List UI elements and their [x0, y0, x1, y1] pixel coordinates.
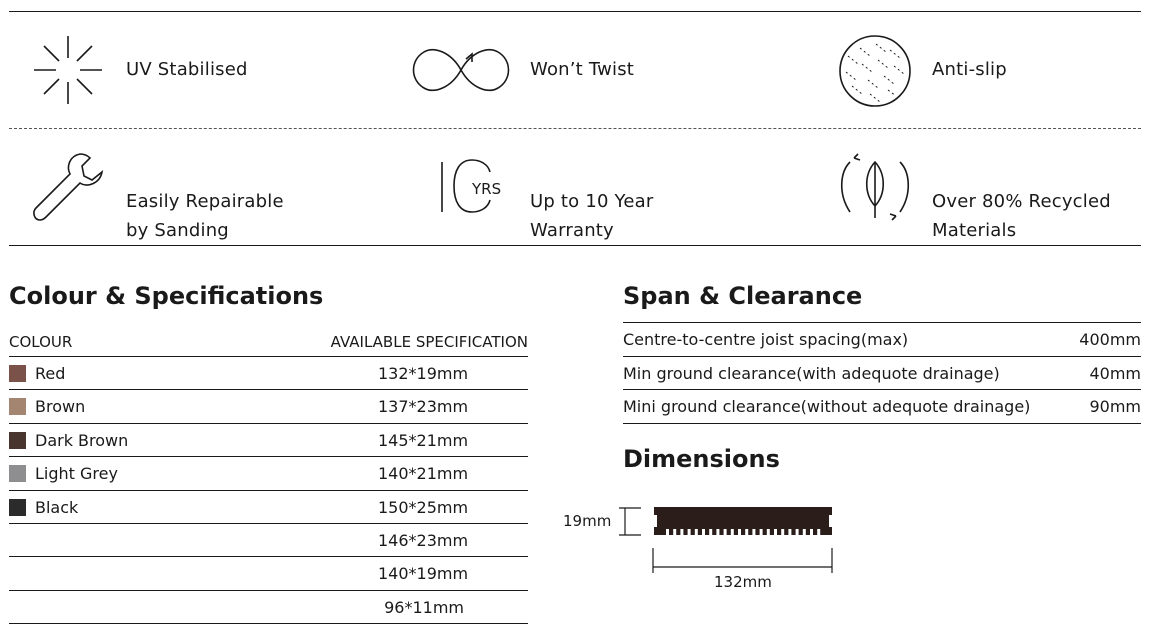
colour-name: Red — [35, 364, 66, 383]
colour-name: Brown — [35, 397, 86, 417]
colour-name: Black — [35, 497, 79, 517]
feature-antislip-label: Anti-slip — [932, 59, 1007, 80]
feature-uv-label: UV Stabilised — [126, 59, 248, 80]
table-header — [9, 324, 528, 357]
features-bottom-divider — [9, 245, 1141, 246]
table-row — [623, 390, 1141, 424]
height-dimension-label: 19mm — [563, 512, 612, 530]
specification-value: 145*21mm — [378, 430, 469, 450]
column-header-colour: COLOUR — [9, 333, 73, 351]
ten-years-icon — [436, 158, 514, 216]
table-row — [9, 390, 528, 423]
span-label: Mini ground clearance(without adequote drainage) — [623, 397, 1031, 416]
table-row — [9, 591, 528, 624]
height-dimension-bracket — [617, 507, 643, 537]
specification-value: 140*21mm — [378, 464, 469, 484]
span-label: Centre-to-centre joist spacing(max) — [623, 330, 909, 349]
dimensions-title: Dimensions — [623, 445, 780, 473]
middle-dotted-divider — [9, 128, 1141, 129]
feature-repair-label: Easily Repairable by Sanding — [126, 191, 284, 241]
colour-swatch — [9, 365, 26, 382]
textured-circle-icon — [838, 34, 912, 108]
table-row — [9, 491, 528, 524]
column-header-spec: AVAILABLE SPECIFICATION — [330, 333, 528, 351]
infinity-icon — [408, 44, 514, 96]
specification-value: 150*25mm — [378, 497, 469, 517]
svg-text:YRS: YRS — [472, 180, 502, 198]
specification-value: 140*19mm — [378, 564, 469, 584]
width-dimension-line — [652, 548, 834, 574]
table-row — [623, 357, 1141, 391]
table-row — [9, 457, 528, 490]
wrench-icon — [30, 150, 106, 224]
specification-value: 137*23mm — [378, 397, 469, 417]
sun-icon — [32, 34, 104, 106]
colour-name: Dark Brown — [35, 430, 129, 450]
specification-value: 96*11mm — [384, 597, 464, 617]
board-profile — [652, 507, 834, 535]
specification-value: 132*19mm — [378, 364, 469, 383]
feature-twist-label: Won’t Twist — [530, 59, 635, 80]
feature-recycled-label: Over 80% Recycled Materials — [932, 191, 1111, 241]
colour-swatch — [9, 432, 26, 449]
colour-swatch — [9, 398, 26, 415]
colour-swatch — [9, 465, 26, 482]
feature-warranty-label: Up to 10 Year Warranty — [530, 191, 654, 241]
colour-name: Light Grey — [35, 464, 118, 484]
recycled-leaf-icon — [836, 152, 914, 222]
table-row — [623, 323, 1141, 357]
top-divider — [9, 11, 1141, 12]
span-value: 400mm — [1079, 330, 1141, 349]
span-clearance-table — [623, 322, 1141, 424]
table-row — [9, 524, 528, 557]
colour-spec-table — [9, 324, 528, 624]
specification-value: 146*23mm — [378, 530, 469, 550]
span-section-title: Span & Clearance — [623, 282, 863, 310]
span-label: Min ground clearance(with adequote drainage) — [623, 363, 1000, 383]
colour-swatch — [9, 499, 26, 516]
table-row — [9, 557, 528, 590]
span-value: 90mm — [1089, 397, 1141, 416]
span-value: 40mm — [1089, 363, 1141, 383]
table-row — [9, 357, 528, 390]
colour-section-title: Colour & Specifications — [9, 282, 324, 310]
width-dimension-label: 132mm — [714, 573, 772, 591]
table-row — [9, 424, 528, 457]
